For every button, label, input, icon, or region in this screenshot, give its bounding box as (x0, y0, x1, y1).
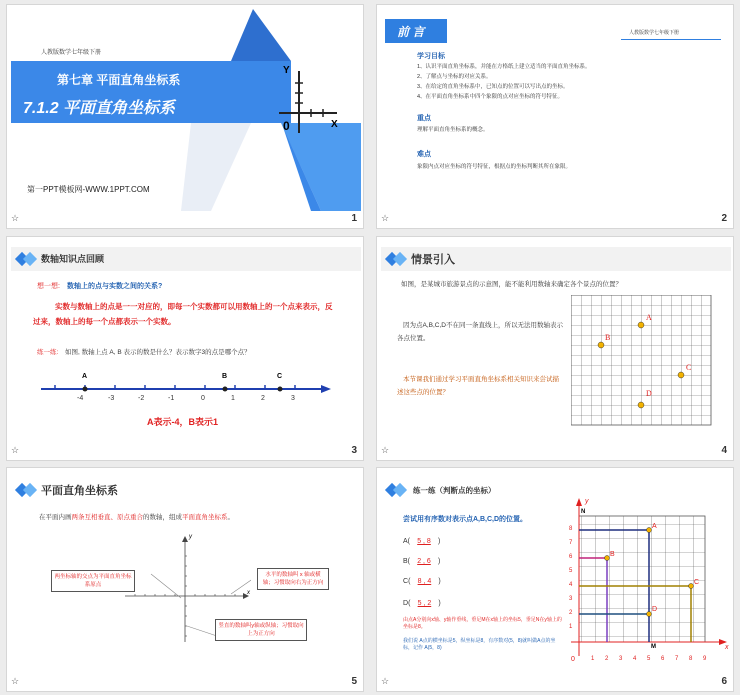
question-text: 数轴上的点与实数之间的关系? (67, 283, 163, 290)
prompt-text: 尝试用有序数对表示点A,B,C,D的位置。 (403, 516, 528, 523)
star-icon[interactable]: ☆ (11, 676, 20, 686)
section-title: 7.1.2 平面直角坐标系 (23, 100, 176, 117)
y-tick-label: 1 (569, 624, 573, 630)
slide-thumbnail-5[interactable] (6, 467, 364, 692)
slide-2-canvas (381, 9, 731, 211)
slide-4-canvas (381, 241, 731, 443)
goal-item: 3、在给定的直角坐标系中，已知点的位置可以写出点的坐标。 (417, 84, 569, 90)
slide-thumbnail-2[interactable] (376, 4, 734, 229)
exercise-text: 如图, 数轴上点 A, B 表示的数是什么？表示数字3的点是哪个点？ (65, 349, 251, 356)
x-tick-label: 1 (591, 656, 595, 662)
slide-title: 数轴知识点回顾 (41, 254, 105, 264)
point-a-label: A (82, 373, 88, 380)
y-tick-label: 3 (569, 596, 573, 602)
publisher-label: 人教版数学七年级下册 (41, 50, 102, 56)
coordinate-grid (567, 496, 731, 672)
tick-label: 3 (291, 395, 295, 402)
slide-number: 4 (721, 445, 727, 456)
goal-item: 4、在平面直角坐标系中四个象限的点对应坐标的符号特征。 (417, 94, 564, 100)
star-icon[interactable]: ☆ (381, 213, 390, 223)
slide-number: 2 (721, 213, 727, 224)
x-tick-label: 3 (619, 656, 623, 662)
x-tick-label: 9 (703, 656, 707, 662)
note-text-1: 由点A分别向x轴、y轴作垂线，垂足M在x轴上的坐标5，垂足N在y轴上的坐标是8。 (403, 617, 562, 630)
slide-6-canvas (381, 472, 731, 674)
source-label: 第一PPT模板网-WWW.1PPT.COM (27, 185, 150, 194)
star-icon[interactable]: ☆ (381, 676, 390, 686)
y-tick-label: 2 (569, 610, 573, 616)
axis-y-label: Y (283, 65, 290, 76)
bridge-text: 本节课我们通过学习平面直角坐标系相关知识来尝试描述这些点的位置？ (397, 376, 559, 396)
slide-thumbnail-3[interactable] (6, 236, 364, 461)
callout-origin: 两坐标轴的交点为平面直角坐标系原点 (51, 570, 135, 592)
x-tick-label: 8 (689, 656, 693, 662)
slide-thumbnail-6[interactable] (376, 467, 734, 692)
key-heading: 重点 (417, 115, 431, 122)
point-b-label: B (605, 333, 611, 342)
y-tick-label: 8 (569, 526, 573, 532)
axis-x-label: X (331, 119, 338, 130)
slide-3-canvas (11, 241, 361, 443)
star-icon[interactable]: ☆ (11, 445, 20, 455)
goals-heading: 学习目标 (417, 53, 445, 60)
tick-label: -2 (138, 395, 145, 402)
slide-number: 3 (351, 445, 357, 456)
slide-title: 练一练（判断点的坐标） (413, 486, 496, 495)
x-tick-label: 7 (675, 656, 679, 662)
tick-label: -3 (108, 395, 115, 402)
key-text: 理解平面直角坐标系的概念。 (417, 127, 489, 133)
x-tick-label: 6 (661, 656, 665, 662)
label-n: N (581, 509, 586, 515)
point-c-label: C (686, 363, 692, 372)
chapter-title: 第七章 平面直角坐标系 (57, 73, 181, 87)
y-tick-label: 7 (569, 540, 573, 546)
answer-row: C( 8 , 4 ) (403, 578, 441, 585)
result-text: A表示-4，B表示1 (147, 417, 219, 427)
definition-text: 在平面内画两条互相垂直、原点重合的数轴，组成平面直角坐标系。 (39, 514, 234, 521)
point-c-label: C (694, 579, 700, 586)
slide-title: 情景引入 (411, 254, 455, 266)
label-m: M (651, 644, 656, 650)
exercise-label: 练一练: (37, 349, 59, 356)
axis-x-label: x (725, 644, 729, 651)
origin-label: 0 (571, 656, 575, 663)
x-tick-label: 5 (647, 656, 651, 662)
y-tick-label: 4 (569, 582, 573, 588)
reason-text: 因为点A,B,C,D不在同一条直线上，所以无法用数轴表示各点位置。 (397, 322, 563, 342)
slide-thumbnail-1[interactable] (6, 4, 364, 229)
answer-row: D( 5 , 2 ) (403, 600, 441, 607)
hard-heading: 难点 (417, 151, 431, 158)
point-b-label: B (610, 551, 615, 558)
publisher-label: 人教版数学七年级下册 (629, 30, 680, 36)
slide-thumbnail-4[interactable] (376, 236, 734, 461)
axis-x-label: x (247, 590, 250, 596)
hard-text: 象限内点对应坐标的符号特征，根据点的坐标判断其所在象限。 (417, 164, 572, 170)
point-c-label: C (277, 373, 283, 380)
goal-item: 2、了解点与坐标的对应关系。 (417, 74, 492, 80)
callout-x-axis: 水平的数轴叫 x 轴或横轴；习惯取向右为正方向 (257, 568, 329, 590)
x-tick-label: 2 (605, 656, 609, 662)
goal-item: 1、认识平面直角坐标系，并能在方格纸上建立适当的平面直角坐标系。 (417, 64, 591, 70)
slide-5-canvas (11, 472, 361, 674)
slide-title: 前 言 (397, 25, 425, 39)
tick-label: 0 (201, 395, 205, 402)
axis-y-label: y (585, 498, 589, 505)
star-icon[interactable]: ☆ (11, 213, 20, 223)
slide-1-canvas (11, 9, 361, 211)
point-b-label: B (222, 373, 228, 380)
tick-label: 1 (231, 395, 235, 402)
slide-number: 1 (351, 213, 357, 224)
point-a-label: A (652, 523, 657, 530)
origin-label: 0 (283, 119, 290, 133)
axis-y-label: y (189, 534, 192, 540)
y-tick-label: 5 (569, 568, 573, 574)
question-label: 想一想: (37, 283, 60, 290)
x-tick-label: 4 (633, 656, 637, 662)
slide-number: 5 (351, 676, 357, 687)
note-text-2: 我们说 A点的横坐标是5，纵坐标是8，有序数对(5，8)就叫做A点的坐标，记作 A(5，8) (403, 638, 556, 651)
tick-label: 2 (261, 395, 265, 402)
star-icon[interactable]: ☆ (381, 445, 390, 455)
tick-label: -4 (77, 395, 84, 402)
point-d-label: D (646, 389, 652, 398)
slide-title: 平面直角坐标系 (41, 485, 118, 497)
y-tick-label: 6 (569, 554, 573, 560)
intro-text: 如图，是某城市旅游景点的示意图，能不能利用数轴来确定各个景点的位置？ (401, 281, 622, 288)
slide-number: 6 (721, 676, 727, 687)
point-d-label: D (652, 606, 658, 613)
answer-row: A( 5 , 8 ) (403, 538, 441, 545)
tick-label: -1 (168, 395, 175, 402)
callout-y-axis: 竖直的数轴叫y轴或纵轴；习惯取向上为正方向 (215, 619, 307, 641)
answer-text: 实数与数轴上的点是一一对应的，即每一个实数都可以用数轴上的一个点来表示，反过来，数轴上的每一个点都表示一个实数。 (33, 302, 333, 326)
answer-row: B( 2 , 6 ) (403, 558, 441, 565)
point-a-label: A (646, 313, 652, 322)
